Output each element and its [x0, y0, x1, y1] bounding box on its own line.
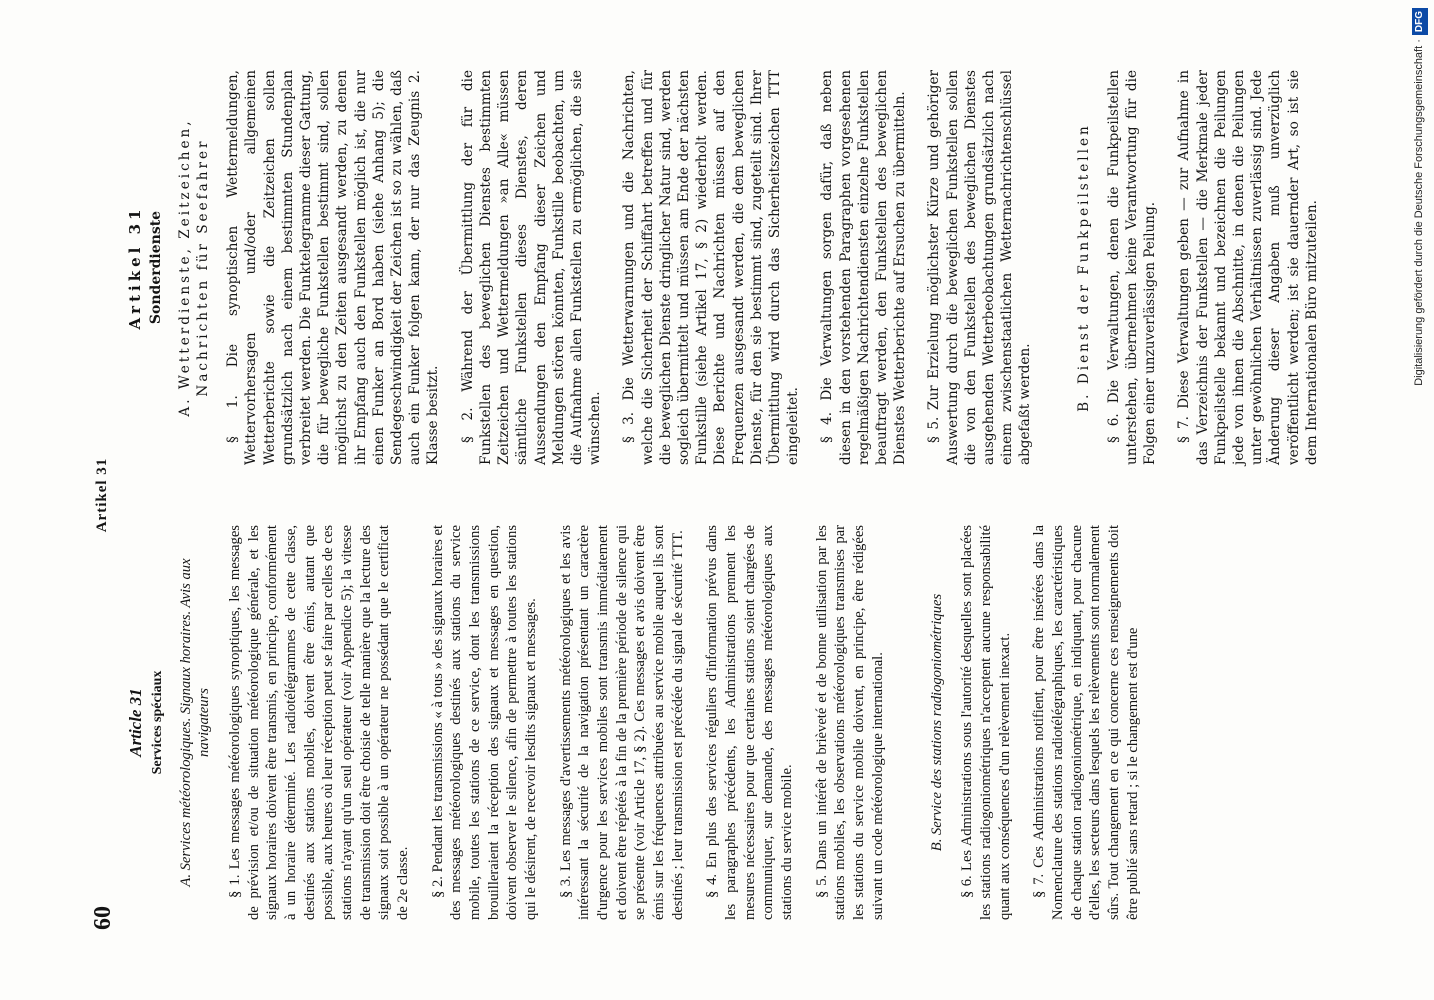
article-subtitle-fr: Services spéciaux	[149, 670, 165, 775]
paragraph-fr-1: § 1. Les messages météorologiques synoptiques, les messages de prévision et/ou de situation météorologique générale, et les signaux horaires doivent être transmis, en principe, conformément à un horaire déterminé. Les radiotélégrammes de cette classe, destinés aux stations mobiles, doivent être émis, autant que possible, aux heures où leur réception peut se faire par celles de ces stations n'ayant qu'un seul opérateur (voir Appendice 5); la vitesse de transmission doit être choisie de telle manière que la lecture des signaux soit possible à un opérateur ne possédant que le certificat de 2e classe.	[227, 525, 412, 920]
digitization-stamp	[1408, 8, 1430, 988]
german-column	[125, 70, 1337, 465]
article-subtitle-de: Sonderdienste	[148, 210, 165, 325]
paragraph-de-4: § 4. Die Verwaltungen sorgen dafür, daß neben diesen in den vorstehenden Paragraphen vorgesehenen regelmäßigen Nachrichtendiensten einzelne Funkstellen beauftragt werden, den Funkstellen des beweglichen Dienstes Wetterberichte auf Ersuchen zu übermitteln.	[819, 70, 909, 465]
paragraph-de-3: § 3. Die Wetterwarnungen und die Nachrichten, welche die Sicherheit der Schiffahrt betreffen und für die beweglichen Dienste dringlicher Natur sind, werden sogleich übermittelt und müssen am Ende der nächsten Funkstille (siehe Artikel 17, § 2) wiederholt werden. Diese Berichte und Nachrichten müssen auf den Frequenzen ausgesandt werden, die dem beweglichen Dienste, für den sie bestimmt sind, zugeteilt sind. Ihrer Übermittlung wird durch das Sicherheitszeichen TTT eingeleitet.	[621, 70, 802, 465]
section-b-heading-de: B. Dienst der Funkpeilstellen	[1075, 123, 1092, 412]
dfg-logo: DFG	[1412, 8, 1428, 35]
page-number: 60	[90, 906, 116, 930]
paragraph-fr-6: § 6. Les Administrations sous l'autorité desquelles sont placées les stations radiogoniométriques n'acceptent aucune responsabilité quant aux conséquences d'un relèvement inexact.	[959, 525, 1013, 920]
paragraph-de-7: § 7. Diese Verwaltungen geben — zur Aufnahme in das Verzeichnis der Funkstellen — die Merkmale jeder Funkpeilstelle bekannt und bezeichnen die Peilungen jede von ihnen die Abschnitte, in denen die Peilungen unter gewöhnlichen Verhältnissen zuverlässig sind. Jede Änderung dieser Angaben muß unverzüglich veröffentlicht werden; ist sie dauernder Art, so ist sie dem Internationalen Büro mitzuteilen.	[1176, 70, 1320, 465]
paragraph-de-5: § 5. Zur Erzielung möglichster Kürze und gehöriger Auswertung durch die beweglichen Funkstellen sollen die von den Funkstellen des beweglichen Dienstes ausgehenden Wetterbeobachtungen grundsätzlich nach einem zwischenstaatlichen Wetternachrichtenschlüssel abgefaßt werden.	[926, 70, 1034, 465]
paragraph-de-1: § 1. Die synoptischen Wettermeldungen, Wettervorhersagen und/oder allgemeinen Wetterberichte sowie die Zeitzeichen sollen grundsätzlich nach einem bestimmten Stundenplan verbreitet werden. Die Funktelegramme dieser Gattung, die für bewegliche Funkstellen bestimmt sind, sollen möglichst zu den Zeiten ausgesandt werden, zu denen ihr Empfang auch den Funkstellen möglich ist, die nur einen Funker an Bord haben (siehe Anhang 5); die Sendegeschwindigkeit der Zeichen ist so zu wählen, daß auch ein Funker folgen kann, der nur das Zeugnis 2. Klasse besitzt.	[225, 70, 442, 465]
section-a-heading-de: A. Wetterdienste, Zeitzeichen, Nachrichten für Seefahrer	[176, 118, 212, 417]
page-header	[90, 60, 120, 930]
running-title: Artikel 31	[94, 457, 110, 533]
french-column	[125, 525, 1158, 920]
paragraph-fr-4: § 4. En plus des services réguliers d'information prévus dans les paragraphes précédents, les Administrations prennent les mesures nécessaires pour que certaines stations soient chargées de communiquer, sur demande, des messages météorologiques aux stations du service mobile.	[704, 525, 796, 920]
paragraph-fr-3: § 3. Les messages d'avertissements météorologiques et les avis intéressant la sécurité de la navigation présentant un caractère d'urgence pour les services mobiles sont transmis immédiatement et doivent être répétés à la fin de la première période de silence qui se présente (voir Article 17, § 2). Ces messages et avis doivent être émis sur les fréquences attribuées au service mobile auquel ils sont destinés ; leur transmission est précédée du signal de sécurité TTT.	[557, 525, 686, 920]
section-b-heading-fr: B. Service des stations radiogoniométriques	[928, 593, 945, 852]
paragraph-fr-5: § 5. Dans un intérêt de brièveté et de bonne utilisation par les stations mobiles, les observations météorologiques transmises par les stations du service mobile doivent, en principe, être rédigées suivant un code météorologique international.	[813, 525, 886, 920]
digitization-credit: Digitalisierung gefördert durch die Deutsche Forschungsgemeinschaft ·	[1413, 39, 1425, 386]
article-title-fr: Article 31	[126, 688, 145, 757]
paragraph-de-6: § 6. Die Verwaltungen, denen die Funkpeilstellen unterstehen, übernehmen keine Verantwortung für die Folgen einer unzuverlässigen Peilung.	[1105, 70, 1159, 465]
section-a-heading-fr: A. Services météorologiques. Signaux horaires. Avis aux navigateurs	[177, 558, 213, 887]
article-title-de: Artikel 31	[126, 205, 144, 330]
paragraph-fr-7: § 7. Ces Administrations notifient, pour être insérées dans la Nomenclature des stations radiotélégraphiques, les caractéristiques de chaque station radiogoniométrique, en indiquant, pour chacune d'elles, les secteurs dans lesquels les relèvements sont normalement sûrs. Tout changement en ce qui concerne ces renseignements doit être publié sans retard ; si le changement est d'une	[1031, 525, 1141, 920]
paragraph-de-2: § 2. Während der Übermittlung der für die Funkstellen des beweglichen Dienstes bestimmten Zeitzeichen und Wettermeldungen »an Alle« müssen sämtliche Funkstellen dieses Dienstes, deren Aussendungen den Empfang dieser Zeichen und Meldungen stören könnten, Funkstille beobachten, um die Aufnahme allen Funkstellen zu ermöglichen, die sie wünschen.	[459, 70, 604, 465]
paragraph-fr-2: § 2. Pendant les transmissions « à tous » des signaux horaires et des messages météorologiques destinés aux stations du service mobile, toutes les stations de ce service, dont les transmissions brouilleraient la réception des signaux et messages en question, doivent observer le silence, afin de permettre à toutes les stations qui le désirent, de recevoir lesdits signaux et messages.	[429, 525, 540, 920]
